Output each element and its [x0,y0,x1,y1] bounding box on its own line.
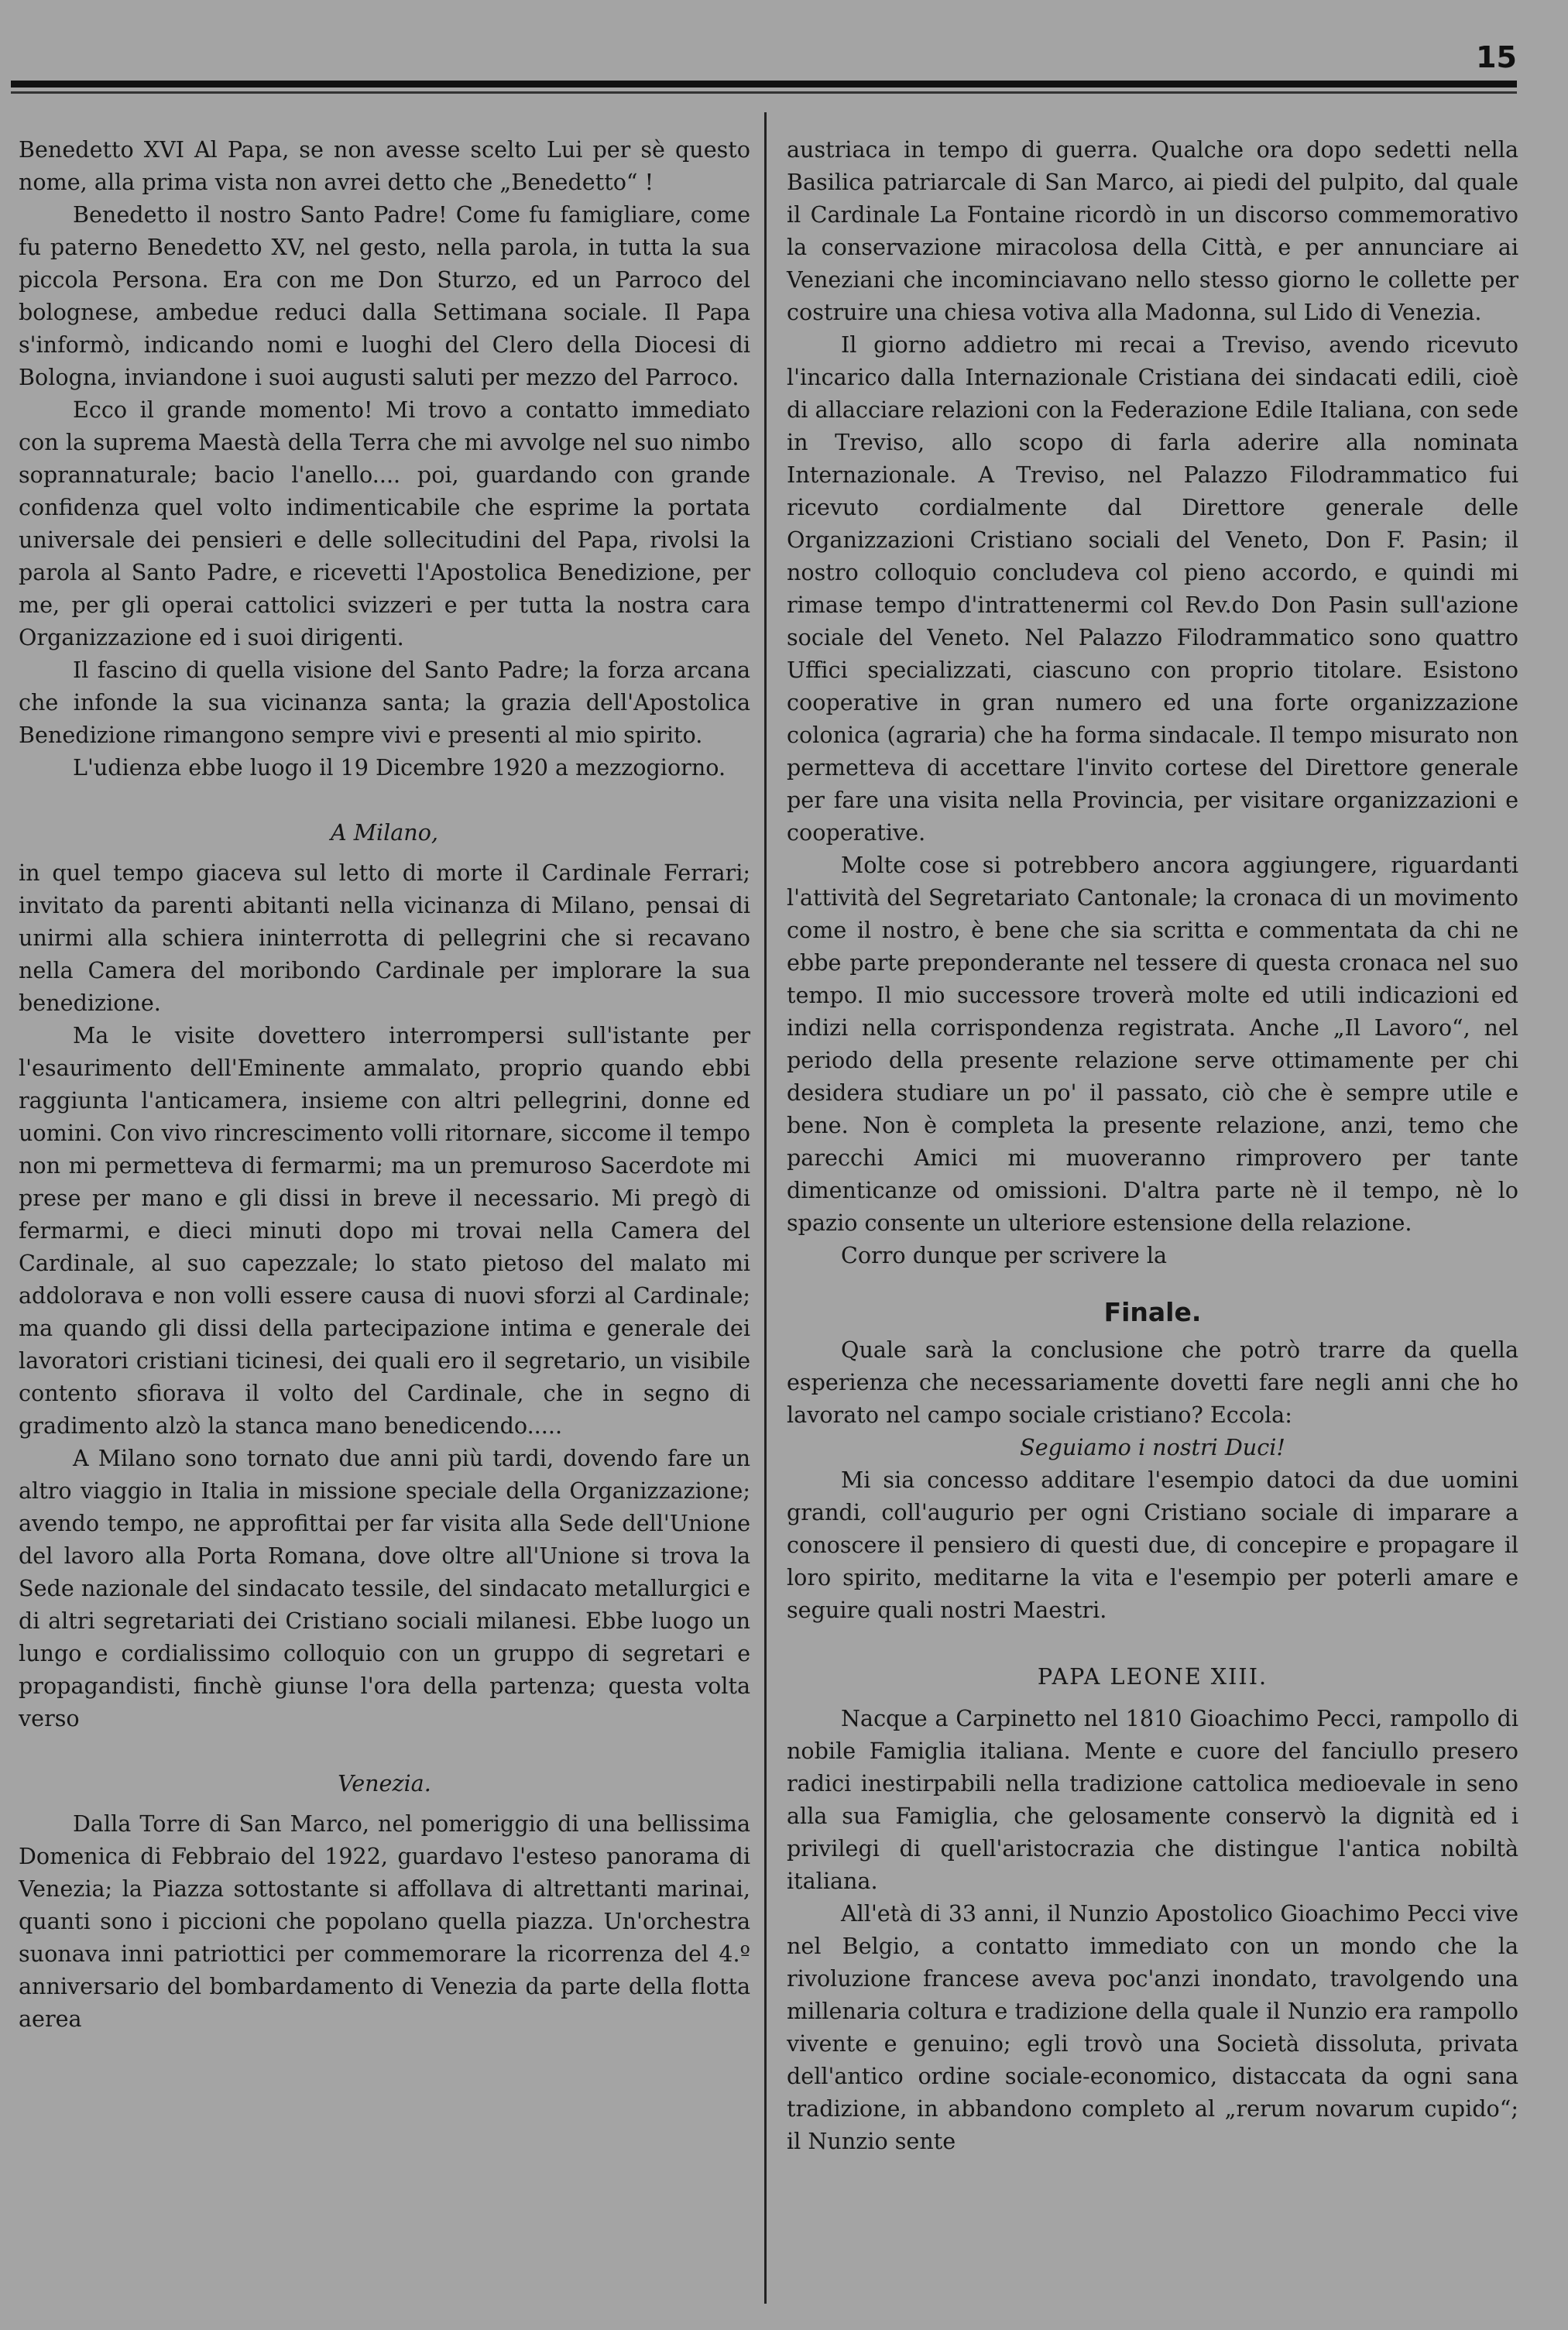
paragraph: austriaca in tempo di guerra. Qualche ora dopo sedetti nella Basilica patriarcale di San Marco, ai piedi del pulpito, dal quale il Cardinale La Fontaine ricordò in un discorso commemorativo la conservazione miracolosa della Città, e per annunciare ai Veneziani che incominciavano nello stesso giorno le collette per costruire una chiesa votiva alla Madonna, sul Lido di Venezia. [787,136,1518,325]
paragraph: Molte cose si potrebbero ancora aggiungere, riguardanti l'attività del Segretariato Cantonale; la cronaca di un movimento come il nostro, è bene che sia scritta e commentata da chi ne ebbe parte preponderante nel tessere di questa cronaca nel suo tempo. Il mio successore troverà molte ed utili indicazioni ed indizi nella corrispondenza registrata. Anche „Il Lavoro“, nel periodo della presente relazione serve ottimamente per chi desidera studiare un po' il passato, ciò che è sempre utile e bene. Non è completa la presente relazione, anzi, temo che parecchi Amici mi muoveranno rimprovero per tante dimenticanze od omissioni. D'altra parte nè il tempo, nè lo spazio consente un ulteriore estensione della relazione. [787,852,1518,1236]
section-heading-milano: A Milano, [330,819,439,846]
paragraph: All'età di 33 anni, il Nunzio Apostolico Gioachimo Pecci vive nel Belgio, a contatto immediato con un mondo che la rivoluzione francese aveva poc'anzi inondato, travolgendo una millenaria coltura e tradizione della quale il Nunzio era rampollo vivente e genuino; egli trovò una Società dissoluta, privata dell'antico ordine sociale-economico, distaccata da ogni sana tradizione, in abbandono completo al „rerum novarum cupido“; il Nunzio sente [787,1900,1518,2154]
section-heading-venezia: Venezia. [338,1770,431,1796]
paragraph: Il giorno addietro mi recai a Treviso, avendo ricevuto l'incarico dalla Internazionale Cristiana dei sindacati edili, cioè di allacciare relazioni con la Federazione Edile Italiana, con sede in Treviso, allo scopo di farla aderire alla nominata Internazionale. A Treviso, nel Palazzo Filodrammatico fui ricevuto cordialmente dal Direttore generale delle Organizzazioni Cristiano sociali del Veneto, Don F. Pasin; il nostro colloquio concludeva col pieno accordo, e quindi mi rimase tempo d'intrattenermi col Rev.do Don Pasin sull'azione sociale del Veneto. Nel Palazzo Filodrammatico sono quattro Uffici specializzati, ciascuno con proprio titolare. Esistono cooperative in gran numero ed una forte organizzazione colonica (agraria) che ha forma sindacale. Il tempo misurato non permetteva di accettare l'invito cortese del Direttore generale per fare una visita nella Provincia, per visitare organizzazioni e cooperative. [787,331,1518,846]
paragraph: Corro dunque per scrivere la [841,1242,1168,1268]
section-heading-papa-leone: PAPA LEONE XIII. [1037,1663,1268,1690]
left-column [19,133,750,2035]
paragraph: Ma le visite dovettero interrompersi sull'istante per l'esaurimento dell'Eminente ammalato, proprio quando ebbi raggiunta l'anticamera, insieme con altri pellegrini, donne ed uomini. Con vivo rincrescimento volli ritornare, siccome il tempo non mi permetteva di fermarmi; ma un premuroso Sacerdote mi prese per mano e gli dissi in breve il necessario. Mi pregò di fermarmi, e dieci minuti dopo mi trovai nella Camera del Cardinale, al suo capezzale; lo stato pietoso del malato mi addolorava e non volli essere causa di nuovi sforzi al Cardinale; ma quando gli dissi della partecipazione intima e generale dei lavoratori cristiani ticinesi, dei quali ero il segretario, un visibile contento sfiorava il volto del Cardinale, che in segno di gradimento alzò la stanca mano benedicendo..... [19,1022,750,1439]
paragraph: Quale sarà la conclusione che potrò trarre da quella esperienza che necessariamente dovetti fare negli anni che ho lavorato nel campo sociale cristiano? Eccola: [787,1337,1518,1428]
paragraph: A Milano sono tornato due anni più tardi, dovendo fare un altro viaggio in Italia in missione speciale della Organizzazione; avendo tempo, ne approfittai per far visita alla Sede dell'Unione del lavoro alla Porta Romana, dove oltre all'Unione si trova la Sede nazionale del sindacato tessile, del sindacato metallurgici e di altri segretariati dei Cristiano sociali milanesi. Ebbe luogo un lungo e cordialissimo colloquio con un gruppo di segretari e propagandisti, finchè giunse l'ora della partenza; questa volta verso [19,1445,750,1731]
header-rule [11,81,1517,88]
header-rule-thin [11,91,1517,94]
section-heading-finale: Finale. [1103,1297,1202,1327]
paragraph: Mi sia concesso additare l'esempio datoci da due uomini grandi, coll'augurio per ogni Cristiano sociale di imparare a conoscere il pensiero di questi due, di concepire e propagare il loro spirito, meditarne la vita e l'esempio per poterli amare e seguire quali nostri Maestri. [787,1467,1518,1623]
paragraph: Benedetto il nostro Santo Padre! Come fu famigliare, come fu paterno Benedetto XV, nel gesto, nella parola, in tutta la sua piccola Persona. Era con me Don Sturzo, ed un Parroco del bolognese, ambedue reduci dalla Settimana sociale. Il Papa s'informò, indicando nomi e luoghi del Clero della Diocesi di Bologna, inviandone i suoi augusti saluti per mezzo del Parroco. [19,201,750,390]
paragraph: in quel tempo giaceva sul letto di morte il Cardinale Ferrari; invitato da parenti abitanti nella vicinanza di Milano, pensai di unirmi alla schiera ininterrotta di pellegrini che si recavano nella Camera del moribondo Cardinale per implorare la sua benedizione. [19,860,750,1016]
column-divider [764,112,767,2304]
paragraph: Nacque a Carpinetto nel 1810 Gioachimo Pecci, rampollo di nobile Famiglia italiana. Mente e cuore del fanciullo presero radici inestirpabili nella tradizione cattolica medioevale in seno alla sua Famiglia, che gelosamente conservò la dignità ed i privilegi di quell'aristocrazia che distingue l'antica nobiltà italiana. [787,1705,1518,1894]
paragraph: Benedetto XVI Al Papa, se non avesse scelto Lui per sè questo nome, alla prima vista non avrei detto che „Benedetto“ ! [19,136,750,195]
paragraph: Ecco il grande momento! Mi trovo a contatto immediato con la suprema Maestà della Terra che mi avvolge nel suo nimbo soprannaturale; bacio l'anello.... poi, guardando con grande confidenza quel volto indimenticabile che esprime la portata universale dei pensieri e delle sollecitudini del Papa, rivolsi la parola al Santo Padre, e ricevetti l'Apostolica Benedizione, per me, per gli operai cattolici svizzeri e per tutta la nostra cara Organizzazione ed i suoi dirigenti. [19,396,750,650]
motto: Seguiamo i nostri Duci! [1020,1434,1285,1460]
paragraph: Dalla Torre di San Marco, nel pomeriggio di una bellissima Domenica di Febbraio del 1922, guardavo l'esteso panorama di Venezia; la Piazza sottostante si affollava di altrettanti marinai, quanti sono i piccioni che popolano quella piazza. Un'orchestra suonava inni patriottici per commemorare la ricorrenza del 4.º anniversario del bombardamento di Venezia da parte della flotta aerea [19,1810,750,2032]
paragraph: Il fascino di quella visione del Santo Padre; la forza arcana che infonde la sua vicinanza santa; la grazia dell'Apostolica Benedizione rimangono sempre vivi e presenti al mio spirito. [19,657,750,748]
paragraph: L'udienza ebbe luogo il 19 Dicembre 1920 a mezzogiorno. [73,754,726,781]
right-column [787,133,1518,2157]
page-number: 15 [1476,40,1517,74]
